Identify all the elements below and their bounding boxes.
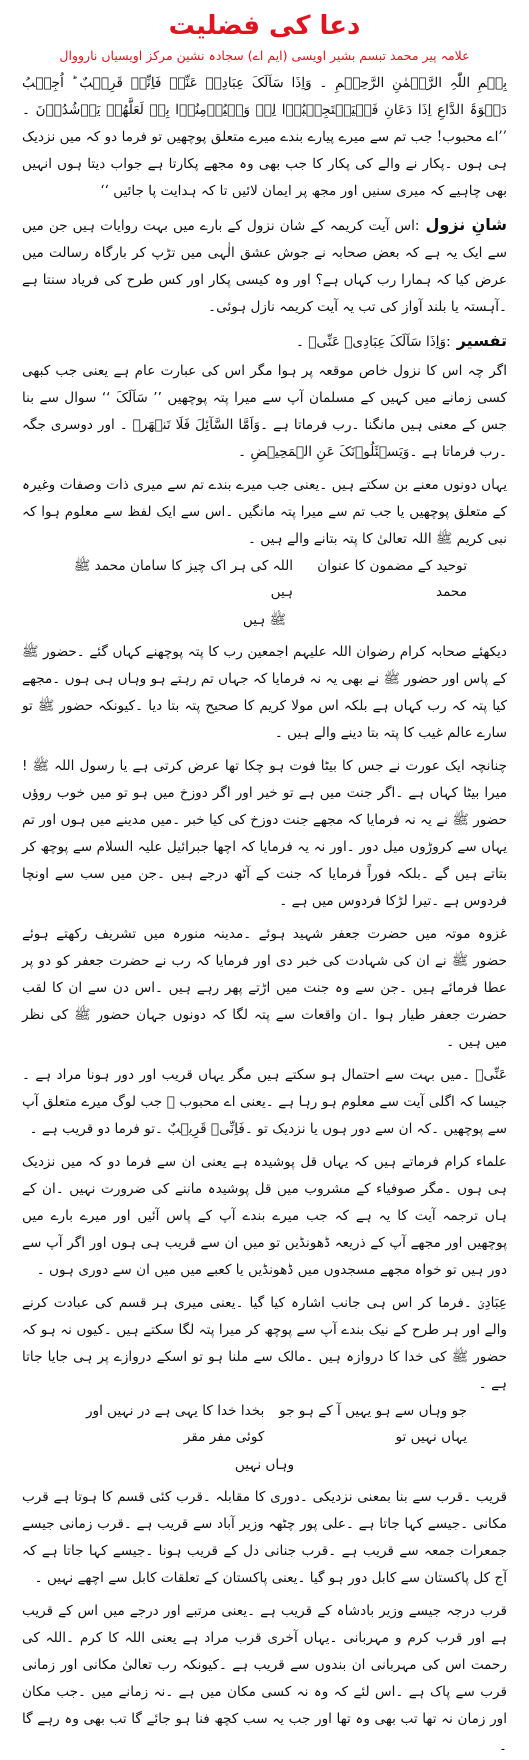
body-paragraph: علماء کرام فرماتے ہیں کہ یہاں قل پوشیدہ ہے یعنی ان سے فرما دو کہ میں نزدیک ہی ہوں ۔مگر صوفیاء کے مشروب میں قل پوشیدہ ماننے کی ضرورت نہیں ۔ان کے ہاں ترجمہ آیت کا یہ ہے کہ جب میرے بندے آپ کے پاس آئیں اور میرے بارے میں پوچھیں اور مجھے آپ کے ذریعہ ڈھونڈیں تو میں ان سے قریب ہی ہوں اور اگر آپ سے دور ہیں تو خواہ مجھے مسجدوں میں ڈھونڈیں یا کعبے میں میں ان سے دوری ہوں ۔	[22, 1154, 507, 1278]
body-paragraph: قرب درجہ جیسے وزیر بادشاہ کے قریب ہے ۔یعنی مرتبے اور درجے میں اس کے قریب ہے اور قرب کرم و مہربانی ۔یہاں آخری قرب مراد ہے یعنی اللہ کا کرم ۔اللہ کی رحمت اس کی مہربانی ان بندوں سے قریب ہے ۔کیونکہ رب تعالیٰ مکانی اور زمانی قرب سے پاک ہے ۔اس لئے کہ وہ نہ کسی مکان میں ہے ۔نہ زمانے میں ۔جب مکان اور زمان نہ تھا تب بھی وہ تھا اور جب یہ سب کچھ فنا ہو جائے گا تب بھی وہ رہے گا ۔	[22, 1603, 507, 1754]
body-paragraph: عَنِّیۡ ۔میں بہت سے احتمال ہو سکتے ہیں مگر یہاں قریب اور دور ہونا مراد ہے ۔جیسا کہ اگلی آیت سے معلوم ہو رہا ہے ۔یعنی اے محبوب ﷺ جب لوگ میرے متعلق آپ سے پوچھیں ۔کہ ان سے دور ہوں یا نزدیک تو ۔فَاِنِّیۡ قَرِیۡبٌ ۔تو فرما دو قریب ہے ۔	[22, 1067, 507, 1137]
body-paragraph: یہاں دونوں معنے بن سکتے ہیں ۔یعنی جب میرے بندے تم سے میری ذات وصفات وغیرہ کے متعلق پوچھیں یا جب تم سے میرا پتہ مانگیں ۔اس سے ایک لفظ سے معلوم ہوا کہ نبی کریم ﷺ اللہ تعالیٰ کا پتہ بتانے والے ہیں ۔	[22, 477, 507, 547]
body-paragraph: عِبَادِیۡ ۔فرما کر اس ہی جانب اشارہ کیا گیا ۔یعنی میری ہر قسم کی عبادت کرنے والے اور ہر طرح کے نیک بندے آپ سے پوچھ کر میرا پتہ لگا سکتے ہیں ۔کیوں نہ ہو کہ حضور ﷺ کی خدا کا دروازہ ہیں ۔مالک سے ملنا ہو تو اسکے دروازے پر ہی جایا جاتا ہے ۔	[22, 1295, 507, 1392]
couplet	[22, 553, 507, 605]
shan-e-nuzool-text: :اس آیت کریمہ کے شان نزول کے بارے میں بہت روایات ہیں جن میں سے ایک یہ ہے کہ بعض صحابہ نے جوش عشق الٰہی میں تڑپ کر بارگاہ رسالت میں عرض کیا کہ ہمارا رب کہاں ہے؟ اور وہ کیسی پکار اور کس طرح کی فریاد سنتا ہے ۔آہستہ یا بلند آواز کی تب یہ آیت کریمہ نازل ہوئی۔	[22, 218, 507, 315]
body-paragraph: اگر چہ اس کا نزول خاص موقعہ پر ہوا مگر اس کی عبارت عام ہے یعنی جب کبھی کسی زمانے میں کہیں کے مسلمان آپ سے میرا پتہ پوچھیں ’’ سَاَلَکَ ‘‘ سوال سے بنا جس کے معنی ہیں مانگنا ۔رب فرماتا ہے ۔وَاَمَّا السَّآئِلَ فَلَا تَنۡهَرۡ ۔ اور دوسری جگہ ۔رب فرماتا ہے ۔وَیَسۡئَلُوۡنَکَ عَنِ الۡمَحِیۡضِ ۔	[22, 363, 507, 460]
couplet-line: توحید کے مضمون کا عنوان محمد	[317, 558, 467, 600]
article-title: دعا کی فضلیت	[168, 11, 361, 41]
verse-paragraph: بِسۡمِ اللّٰہِ الرَّحۡمٰنِ الرَّحِیۡمِ ۔ وَاِذَا سَاَلَکَ عِبَادِیۡ عَنِّیۡ فَاِنِّیۡ قَرِیۡبٌ ؕ اُجِیۡبُ دَعۡوَۃَ الدَّاعِ اِذَا دَعَانِ فَلۡیَسۡتَجِیۡبُوۡا لِیۡ وَلۡیُؤۡمِنُوۡا بِیۡ لَعَلَّهُمۡ یَرۡشُدُوۡنَ ۔ ’’اے محبوب! جب تم سے میرے پیارے بندے میرے متعلق پوچھیں تو فرما دو کہ میں نزدیک ہی ہوں ۔پکار نے والے کی پکار کا جب بھی وہ مجھے پکارتا ہے جواب دیتا ہوں انہیں بھی چاہیے کہ میری سنیں اور مجھ پر ایمان لائیں تا کہ ہدایت پا جائیں ‘‘	[22, 75, 507, 199]
couplet-line: جو وہاں سے ہو یہیں آ کے ہو جو یہاں نہیں تو	[279, 1403, 467, 1445]
body-paragraph: دیکھئے صحابہ کرام رضوان اللہ علیہم اجمعین رب کا پتہ پوچھنے کہاں گئے ۔حضور ﷺ کے پاس اور حضور ﷺ نے بھی یہ نہ فرمایا کہ جہاں تم رہتے ہو وہاں ہی ہوں ۔مجھے کیا پتہ کہ رب کہاں ہے بلکہ اس مولا کریم کا صحیح پتہ بتا دیا ۔کیونکہ حضور ﷺ تو سارے عالم غیب کا پتہ بتا دینے والے ہیں ۔	[22, 644, 507, 741]
shan-e-nuzool-heading: شانِ نزول	[425, 215, 507, 234]
shan-e-nuzool-paragraph	[22, 211, 507, 321]
body-paragraph: قریب ۔قرب سے بنا بمعنی نزدیکی ۔دوری کا مقابلہ ۔قرب کئی قسم کا ہوتا ہے قرب مکانی ۔جیسے کہا جاتا ہے ۔علی پور چٹھہ وزیر آباد سے قریب ہے ۔قرب زمانی جیسے جمعرات جمعہ سے قریب ہے ۔قرب جنانی دل کے قریب ہونا ۔جیسے کہا جاتا ہے کہ آج کل پاکستان سے کابل دور ہو گیا ۔یعنی پاکستان کے تعلقات کابل سے اچھے نہیں ۔	[22, 1489, 507, 1586]
couplet-ending: ﷺ ہیں	[242, 612, 287, 628]
author-byline: علامہ پیر محمد تبسم بشیر اویسی (ایم اے) سجادہ نشین مرکز اویسیاں نارووال	[59, 48, 470, 63]
tafsir-text: :وَاِذَا سَاَلَکَ عِبَادِیۡ عَنِّیۡ ۔	[295, 334, 451, 350]
body-paragraph: چنانچہ ایک عورت نے جس کا بیٹا فوت ہو چکا تھا عرض کرتی ہے یا رسول اللہ ﷺ ! میرا بیٹا کہاں ہے ۔اگر جنت میں ہے تو خیر اور اگر دوزخ میں ہو تو میں خوب روؤں حضور ﷺ نے یہ نہ فرمایا کہ مجھے جنت دوزخ کی کیا خبر ۔میں مدینے میں ہوں اور تم یہاں سے کروڑوں میل دور ۔اور نہ یہ فرمایا کہ اچھا جبرائیل علیہ السلام سے پوچھ کر بتاتے ہیں گے ۔بلکہ فوراً فرمایا کہ جنت کے آٹھ درجے ہیں ۔جن میں سب سے اونچا فردوس ہے ۔تیرا لڑکا فردوس میں ہے ۔	[22, 758, 507, 909]
tafsir-paragraph	[22, 327, 507, 356]
couplet-line: بخدا خدا کا یہی ہے در نہیں اور کوئی مفر مقر	[85, 1403, 265, 1445]
tafsir-heading: تفسیر	[456, 331, 507, 350]
couplet-line: اللہ کی ہر اک چیز کا سامان محمد ﷺ ہیں	[73, 558, 294, 600]
couplet-ending: وہاں نہیں	[234, 1457, 295, 1473]
couplet	[22, 1398, 507, 1450]
body-paragraph: غزوہ موتہ میں حضرت جعفر شہید ہوئے ۔مدینہ منورہ میں تشریف رکھتے ہوئے حضور ﷺ نے ان کی شہادت کی خبر دی اور فرمایا کہ رب نے حضرت جعفر کو دو پر عطا فرمائے ہیں ۔جن سے وہ جنت میں اڑتے پھر رہے ہیں ۔اس دن سے ان کا لقب حضرت جعفر طیار ہوا ۔ان واقعات سے پتہ لگا کہ دونوں جہان حضور ﷺ کی نظر میں ہیں ۔	[22, 926, 507, 1050]
